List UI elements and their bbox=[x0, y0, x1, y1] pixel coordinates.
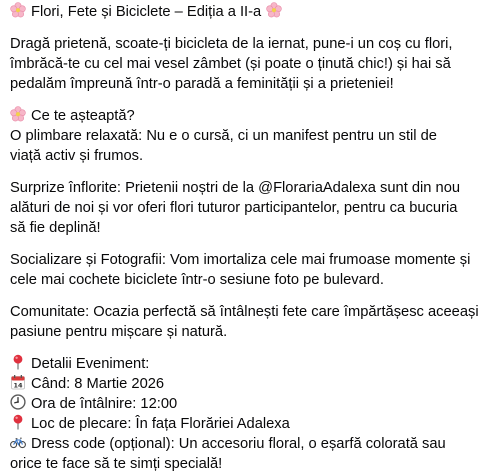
detail-dresscode-continued: orice te face să te simți specială! bbox=[10, 456, 223, 472]
detail-heading-line bbox=[10, 354, 476, 374]
event-details bbox=[10, 354, 476, 474]
what-awaits-section bbox=[10, 106, 476, 166]
what-awaits-heading: Ce te așteaptă? bbox=[31, 108, 135, 124]
detail-text: Dress code (opțional): Un accesoriu floral, o eșarfă colorată sau bbox=[31, 436, 446, 452]
detail-time-line bbox=[10, 394, 476, 414]
surprises-paragraph bbox=[10, 178, 476, 238]
photos-line: cele mai cochete biciclete într-o sesiune foto pe bulevard. bbox=[10, 272, 384, 288]
post-title: Flori, Fete și Biciclete – Ediția a II-a bbox=[31, 4, 262, 20]
detail-text: Loc de plecare: În fața Florăriei Adalexa bbox=[31, 416, 290, 432]
detail-location-line bbox=[10, 414, 476, 434]
photos-paragraph bbox=[10, 250, 476, 290]
bicycle-icon bbox=[10, 434, 26, 450]
community-line: pasiune pentru mișcare și natură. bbox=[10, 324, 228, 340]
detail-text: Ora de întâlnire: 12:00 bbox=[31, 396, 178, 412]
detail-dresscode-line bbox=[10, 434, 476, 454]
community-paragraph bbox=[10, 302, 479, 342]
surprises-line: Surprize înflorite: Prietenii noștri de la @FlorariaAdalexa sunt din nou bbox=[10, 180, 461, 196]
surprises-line: alături de noi și vor oferi flori tuturor participantelor, pentru ca bucuria bbox=[10, 200, 458, 216]
detail-text: Detalii Eveniment: bbox=[31, 356, 150, 372]
detail-date-line bbox=[10, 374, 476, 394]
ride-line: O plimbare relaxată: Nu e o cursă, ci un manifest pentru un stil de bbox=[10, 128, 437, 144]
svg-text:14: 14 bbox=[13, 381, 23, 390]
what-awaits-heading-line bbox=[10, 106, 476, 126]
calendar-icon bbox=[10, 374, 26, 390]
surprises-line: să fie deplină! bbox=[10, 220, 101, 236]
round-pushpin-icon bbox=[10, 414, 26, 430]
round-pushpin-icon bbox=[10, 354, 26, 370]
intro-paragraph bbox=[10, 34, 476, 94]
cherry-blossom-icon bbox=[10, 2, 26, 18]
intro-line: Dragă prietenă, scoate-ți bicicleta de la iernat, pune-i un coș cu flori, bbox=[10, 36, 453, 52]
detail-text: Când: 8 Martie 2026 bbox=[31, 376, 165, 392]
community-line: Comunitate: Ocazia perfectă să întâlnești fete care împărtășesc aceeași bbox=[10, 304, 479, 320]
ride-line: viață activ și frumos. bbox=[10, 148, 144, 164]
photos-line: Socializare și Fotografii: Vom imortaliza cele mai frumoase momente și bbox=[10, 252, 471, 268]
clock-icon bbox=[10, 394, 26, 410]
post-title-line bbox=[10, 2, 476, 22]
intro-line: pedalăm împreună într-o paradă a feminității și a prieteniei! bbox=[10, 76, 394, 92]
cherry-blossom-icon bbox=[266, 2, 282, 18]
intro-line: îmbrăcă-te cu cel mai vesel zâmbet (și poate o ținută chic!) și hai să bbox=[10, 56, 451, 72]
cherry-blossom-icon bbox=[10, 106, 26, 122]
